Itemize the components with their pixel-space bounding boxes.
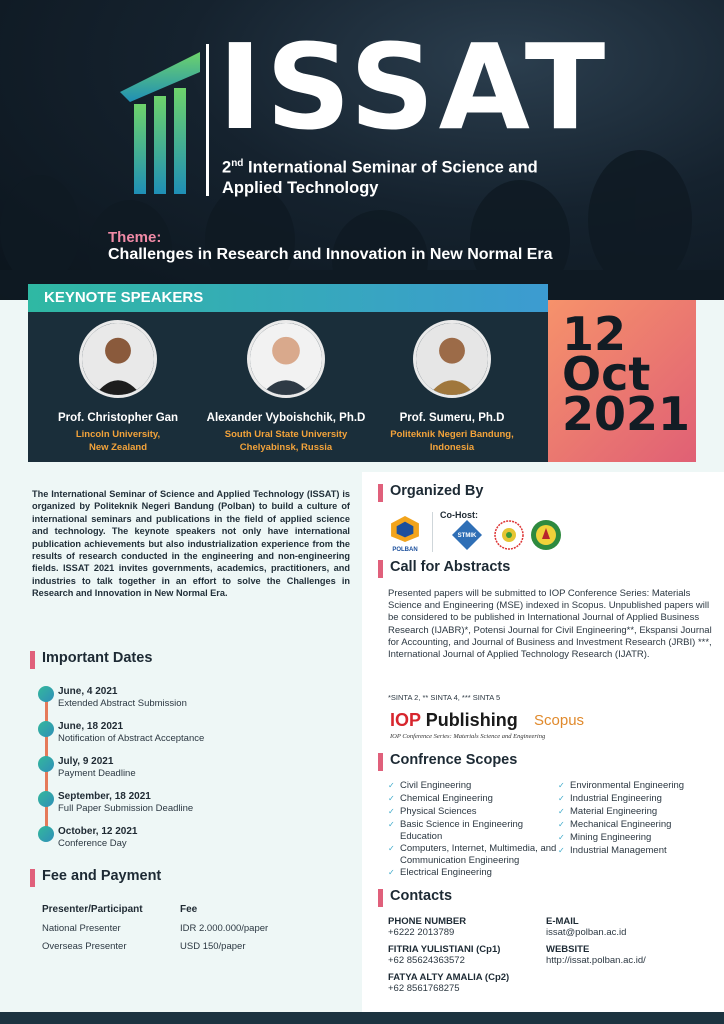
event-date-box xyxy=(548,300,696,462)
stmik-logo-icon xyxy=(452,520,482,555)
fee-row-amount: USD 150/paper xyxy=(180,941,246,952)
timeline-dot xyxy=(38,721,54,737)
avatar-icon xyxy=(250,323,322,395)
sinta-note: *SINTA 2, ** SINTA 4, *** SINTA 5 xyxy=(388,693,501,702)
keynote-heading-bar xyxy=(28,284,548,312)
timeline-dot xyxy=(38,826,54,842)
cohost-label: Co-Host: xyxy=(440,510,478,520)
fee-row-who: National Presenter xyxy=(42,923,121,934)
event-month: Oct xyxy=(562,347,651,401)
scope-item: ✓ Industrial Engineering xyxy=(558,793,718,805)
speaker-name: Prof. Christopher Gan xyxy=(57,412,179,424)
cp2-label: FATYA ALTY AMALIA (Cp2) xyxy=(388,972,510,983)
phone-label: PHONE NUMBER xyxy=(388,916,467,927)
timeline-dot xyxy=(38,791,54,807)
scope-item: ✓ Mining Engineering xyxy=(558,832,718,844)
scopes-title: Confrence Scopes xyxy=(378,752,517,768)
avatar-icon xyxy=(416,323,488,395)
scope-item: ✓ Material Engineering xyxy=(558,806,718,818)
event-subtitle xyxy=(222,154,642,198)
issat-logo-icon xyxy=(120,52,200,197)
phone-value: +6222 2013789 xyxy=(388,927,455,938)
subtitle-line2: Applied Technology xyxy=(222,178,379,197)
subtitle-sup: nd xyxy=(231,158,244,169)
header-banner xyxy=(0,0,724,300)
cfa-title: Call for Abstracts xyxy=(378,559,510,575)
university-seal-icon xyxy=(530,519,562,556)
speaker-affiliation: Politeknik Negeri Bandung, Indonesia xyxy=(390,429,514,453)
date-desc: Conference Day xyxy=(58,838,127,849)
iop-publishing-logo: IOP Publishing xyxy=(390,710,518,730)
iop-series-text: IOP Conference Series: Materials Science and Engineering xyxy=(390,733,546,740)
title-divider xyxy=(206,44,209,196)
date-desc: Payment Deadline xyxy=(58,768,136,779)
intro-paragraph: The International Seminar of Science and Applied Technology (ISSAT) is organized by Politeknik Negeri Bandung (Polban) to build a culture of international seminars and publications in the field of applied science and technology. The keynote speakers not only have international publication achievements but also industrialization experience from the results of research conducted in the engineering and non-engineering fields. ISSAT 2021 invites governments, academics, practitioners, and industries to talk together in an effort to solve the Challenges in Research and Innovation in New Normal Era. xyxy=(32,489,350,599)
polban-logo-icon xyxy=(390,516,420,553)
cfa-text: Presented papers will be submitted to IOP Conference Series: Materials Science and Engineering (MSE) indexed in Scopus. Unpublished papers will be considered to be published in International Journal of Applied Business Research (IJABR)*, Potensi Journal for Civil Engineering**, Ekspansi Journal for Accounting, and Journal of Business and Investment Research (JRBI) ***, International Journal of Applied Technology Research (IJATR). xyxy=(388,588,712,661)
timeline-dot xyxy=(38,756,54,772)
date-value: June, 4 2021 xyxy=(58,686,118,697)
cp2-value: +62 8561768275 xyxy=(388,983,460,994)
speaker-name: Alexander Vyboishchik, Ph.D xyxy=(206,412,366,424)
scope-item: ✓ Basic Science in Engineering Education xyxy=(388,819,548,843)
stmik-logo-text: STMIK xyxy=(457,533,477,539)
speaker-card xyxy=(196,320,376,454)
email-link[interactable]: issat@polban.ac.id xyxy=(546,927,627,938)
event-year: 2021 xyxy=(562,387,691,441)
scope-item: ✓ Mechanical Engineering xyxy=(558,819,718,831)
website-label: WEBSITE xyxy=(546,944,590,955)
footer-bar xyxy=(0,1012,724,1024)
cp1-value: +62 85624363572 xyxy=(388,955,465,966)
contacts-title: Contacts xyxy=(378,888,452,904)
keynote-heading: KEYNOTE SPEAKERS xyxy=(44,289,204,306)
date-desc: Notification of Abstract Acceptance xyxy=(58,733,205,744)
speaker-card xyxy=(28,320,208,454)
website-link[interactable]: http://issat.polban.ac.id/ xyxy=(546,955,646,966)
event-day: 12 xyxy=(562,307,627,361)
fee-row-amount: IDR 2.000.000/paper xyxy=(180,923,269,934)
scope-item: ✓ Chemical Engineering xyxy=(388,793,558,805)
cohost-seal-icon xyxy=(494,520,524,555)
subtitle-ordinal: 2 xyxy=(222,158,232,177)
email-label: E-MAIL xyxy=(546,916,579,927)
organized-title: Organized By xyxy=(378,483,483,499)
speaker-name: Prof. Sumeru, Ph.D xyxy=(399,412,505,424)
date-desc: Full Paper Submission Deadline xyxy=(58,803,194,814)
subtitle-line1: International Seminar of Science and xyxy=(243,158,538,177)
event-title: ISSAT xyxy=(218,18,610,156)
fee-row-who: Overseas Presenter xyxy=(42,941,127,952)
scope-item: ✓ Environmental Engineering xyxy=(558,780,718,792)
date-desc: Extended Abstract Submission xyxy=(58,698,187,709)
date-value: June, 18 2021 xyxy=(58,721,124,732)
speaker-affiliation: South Ural State University Chelyabinsk, Russia xyxy=(224,429,348,453)
scope-item: ✓ Industrial Management xyxy=(558,845,718,857)
important-dates-title: Important Dates xyxy=(30,650,152,666)
cp1-label: FITRIA YULISTIANI (Cp1) xyxy=(388,944,501,955)
speaker-photo xyxy=(79,320,157,398)
date-value: July, 9 2021 xyxy=(58,756,114,767)
speaker-card xyxy=(362,320,542,454)
speaker-photo xyxy=(413,320,491,398)
timeline-dot xyxy=(38,686,54,702)
scope-item: ✓ Physical Sciences xyxy=(388,806,558,818)
fee-col-participant: Presenter/Participant xyxy=(42,904,143,915)
theme-label: Theme: xyxy=(108,229,162,246)
scopus-logo: Scopus xyxy=(534,712,585,729)
theme-text: Challenges in Research and Innovation in New Normal Era xyxy=(108,246,553,263)
scope-item: ✓ Civil Engineering xyxy=(388,780,558,792)
speaker-photo xyxy=(247,320,325,398)
organizer-divider xyxy=(432,512,433,552)
date-value: October, 12 2021 xyxy=(58,826,138,837)
fee-title: Fee and Payment xyxy=(30,868,161,884)
scope-item: ✓ Electrical Engineering xyxy=(388,867,558,879)
scope-item: ✓ Computers, Internet, Multimedia, and Communication Engineering xyxy=(388,843,558,867)
speaker-affiliation: Lincoln University, New Zealand xyxy=(75,429,161,453)
fee-col-fee: Fee xyxy=(180,904,198,915)
date-value: September, 18 2021 xyxy=(58,791,151,802)
polban-logo-text: POLBAN xyxy=(392,547,418,553)
avatar-icon xyxy=(82,323,154,395)
